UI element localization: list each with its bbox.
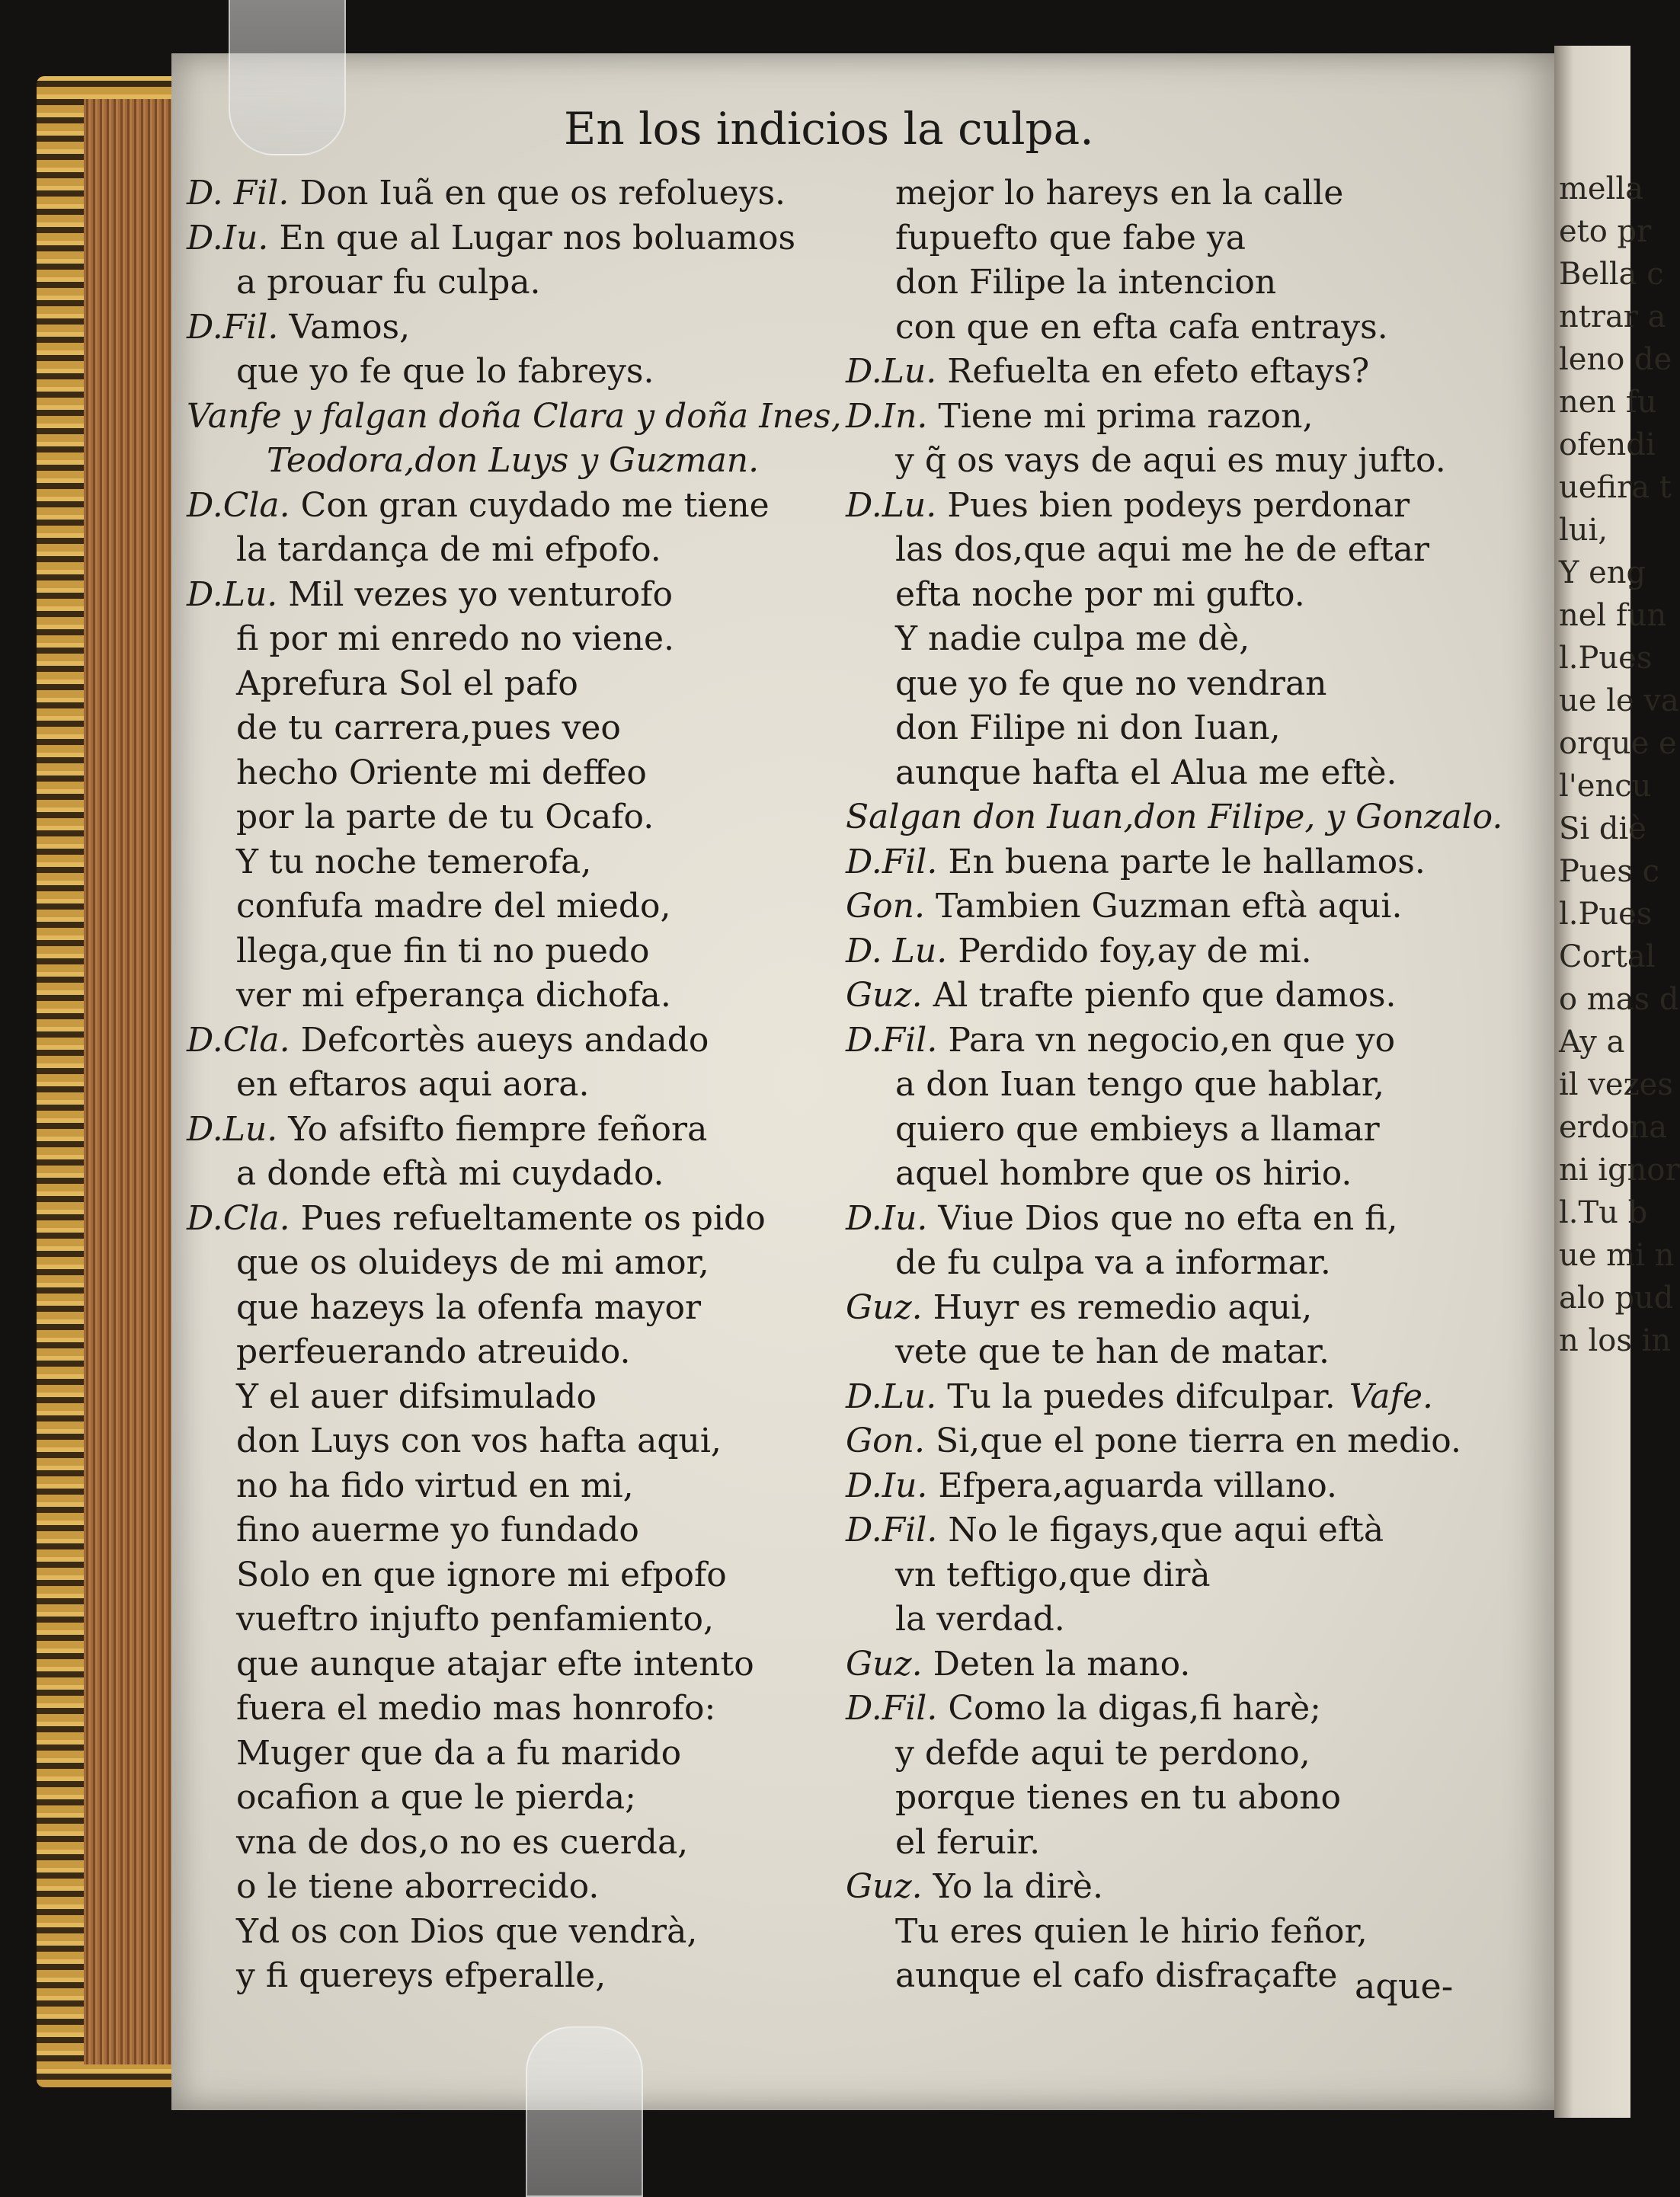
facing-page-fragment: eto pr <box>1559 214 1652 249</box>
verse-line <box>846 1776 1547 1821</box>
line-text: vueftro injufto penfamiento, <box>236 1600 714 1639</box>
speaker-label: D.Fil. <box>846 1020 938 1060</box>
speaker-label: Guz. <box>846 976 923 1015</box>
verse-line <box>187 528 888 573</box>
line-text: o le tiene aborrecido. <box>236 1867 600 1906</box>
verse-line <box>846 1642 1547 1687</box>
verse-line <box>187 884 888 929</box>
verse-line <box>846 1019 1547 1063</box>
line-text: Vanfe y falgan doña Clara y doña Ines, <box>187 396 842 436</box>
speaker-label: Guz. <box>846 1867 923 1906</box>
line-text: por la parte de tu Ocafo. <box>236 798 654 836</box>
speaker-label: D.Lu. <box>846 485 937 525</box>
verse-line <box>846 1375 1547 1420</box>
line-text: Yo afsifto fiempre feñora <box>288 1109 708 1149</box>
verse-line <box>187 1732 888 1776</box>
verse-line <box>846 439 1547 484</box>
line-text: llega,que fin ti no puedo <box>236 931 650 971</box>
facing-page-fragment: nel fun <box>1559 598 1667 633</box>
line-text: don Filipe la intencion <box>895 263 1277 302</box>
verse-line <box>187 1597 888 1642</box>
facing-page-edge <box>1554 46 1680 2118</box>
line-text: Aprefura Sol el pafo <box>236 664 578 703</box>
verse-line <box>846 1910 1547 1955</box>
line-text: Salgan don Iuan,don Filipe, y Gonzalo. <box>846 798 1503 836</box>
line-text: de fu culpa va a informar. <box>895 1243 1331 1282</box>
verse-line <box>846 884 1547 929</box>
verse-line <box>187 1241 888 1286</box>
line-text: Perdido foy,ay de mi. <box>958 931 1312 971</box>
verse-line <box>846 305 1547 350</box>
facing-page-fragment: ue le va <box>1559 683 1679 718</box>
line-text: Como la digas,fi harè; <box>948 1689 1322 1728</box>
line-text: Tu la puedes difculpar. <box>947 1377 1336 1416</box>
verse-line <box>846 484 1547 529</box>
line-text: efta noche por mi gufto. <box>895 574 1305 614</box>
verse-line <box>846 1063 1547 1108</box>
line-text: fupuefto que fabe ya <box>895 218 1246 257</box>
verse-line <box>846 1197 1547 1242</box>
line-text: en eftaros aqui aora. <box>236 1065 590 1104</box>
line-text: vete que te han de matar. <box>895 1332 1330 1371</box>
line-text: y defde aqui te perdono, <box>895 1733 1310 1773</box>
verse-line <box>187 171 888 216</box>
line-text: Y tu noche temerofa, <box>236 842 592 881</box>
stage-aside: Vafe. <box>1349 1377 1433 1416</box>
line-text: Con gran cuydado me tiene <box>300 485 770 525</box>
line-text: Efpera,aguarda villano. <box>938 1466 1338 1505</box>
verse-line <box>846 1464 1547 1509</box>
verse-line <box>846 706 1547 751</box>
verse-line <box>187 1419 888 1464</box>
verse-line <box>846 1821 1547 1866</box>
speaker-label: D.Cla. <box>187 1198 290 1238</box>
left-text-column <box>187 171 888 1999</box>
line-text: las dos,que aqui me he de eftar <box>895 530 1429 569</box>
verse-line <box>187 1553 888 1598</box>
verse-line <box>187 305 888 350</box>
facing-page-fragment: nen fu <box>1559 385 1657 420</box>
line-text: y fi quereys efperalle, <box>236 1956 606 1995</box>
facing-page-fragment: leno de <box>1559 342 1672 377</box>
verse-line <box>846 617 1547 662</box>
facing-page-fragment: ni ignor <box>1559 1153 1680 1188</box>
speaker-label: Guz. <box>846 1644 923 1684</box>
verse-line <box>187 1330 888 1375</box>
stage-direction <box>846 795 1547 840</box>
line-text: a donde eftà mi cuydado. <box>236 1154 664 1193</box>
speaker-label: D.Fil. <box>187 307 279 347</box>
line-text: Al trafte pienfo que damos. <box>933 976 1397 1015</box>
line-text: que hazeys la ofenfa mayor <box>236 1287 702 1327</box>
verse-line <box>846 1732 1547 1776</box>
verse-line <box>846 1865 1547 1910</box>
verse-line <box>187 1286 888 1331</box>
verse-line <box>187 484 888 529</box>
verse-line <box>187 1821 888 1866</box>
line-text: Y el auer difsimulado <box>236 1377 597 1416</box>
verse-line <box>187 974 888 1019</box>
verse-line <box>846 528 1547 573</box>
verse-line <box>846 1152 1547 1197</box>
facing-page-fragment: Cortal <box>1559 939 1656 974</box>
verse-line <box>187 1910 888 1955</box>
facing-page-fragment: alo pud <box>1559 1281 1674 1316</box>
facing-page-fragment: lui, <box>1559 513 1608 548</box>
speaker-label: Gon. <box>846 1421 925 1460</box>
verse-line <box>187 1464 888 1509</box>
speaker-label: D.In. <box>846 396 928 436</box>
line-text: el feruir. <box>895 1822 1041 1862</box>
facing-page-fragment: ue mi n <box>1559 1238 1675 1273</box>
page-fore-edge <box>84 99 175 2064</box>
line-text: la tardança de mi efpofo. <box>236 530 661 569</box>
line-text: Pues bien podeys perdonar <box>947 485 1410 525</box>
verse-line <box>187 1108 888 1153</box>
speaker-label: D.Cla. <box>187 1020 290 1060</box>
running-head: En los indicios la culpa. <box>564 103 1094 155</box>
line-text: Deten la mano. <box>933 1644 1191 1684</box>
speaker-label: D.Lu. <box>187 574 278 614</box>
verse-line <box>846 662 1547 707</box>
line-text: que aunque atajar efte intento <box>236 1644 754 1684</box>
verse-line <box>187 1063 888 1108</box>
line-text: que yo fe que no vendran <box>895 664 1327 703</box>
verse-line <box>846 974 1547 1019</box>
line-text: ocafion a que le pierda; <box>236 1778 636 1817</box>
facing-page-fragment: il vezes <box>1559 1067 1673 1102</box>
facing-page-fragment: uefira t <box>1559 470 1672 505</box>
verse-line <box>846 1553 1547 1598</box>
speaker-label: D. Lu. <box>846 931 948 971</box>
speaker-label: D.Fil. <box>846 1689 938 1728</box>
line-text: Para vn negocio,en que yo <box>948 1020 1396 1060</box>
speaker-label: D.Lu. <box>846 1377 937 1416</box>
facing-page-fragment: l.Pues <box>1559 641 1653 676</box>
line-text: Y nadie culpa me dè, <box>895 619 1250 658</box>
line-text: fuera el medio mas honrofo: <box>236 1689 716 1728</box>
verse-line <box>846 1419 1547 1464</box>
facing-page-fragment: Bella c <box>1559 257 1664 292</box>
line-text: fino auerme yo fundado <box>236 1511 639 1549</box>
speaker-label: D.Iu. <box>846 1466 928 1505</box>
verse-line <box>846 1108 1547 1153</box>
verse-line <box>187 1152 888 1197</box>
line-text: Viue Dios que no efta en fi, <box>938 1198 1398 1238</box>
line-text: Refuelta en efeto eftays? <box>947 352 1370 391</box>
verse-line <box>187 1687 888 1732</box>
line-text: Solo en que ignore mi efpofo <box>236 1555 727 1594</box>
line-text: Pues refueltamente os pido <box>300 1198 766 1238</box>
facing-page-fragment: o mas d <box>1559 982 1679 1017</box>
line-text: Muger que da a fu marido <box>236 1733 682 1773</box>
line-text: vn teftigo,que dirà <box>895 1555 1211 1594</box>
line-text: Teodora,don Luys y Guzman. <box>267 441 760 480</box>
verse-line <box>187 1954 888 1999</box>
verse-line <box>187 1508 888 1553</box>
verse-line <box>846 1508 1547 1553</box>
verse-line <box>846 171 1547 216</box>
verse-line <box>187 1865 888 1910</box>
facing-page-fragment: Y eng <box>1559 555 1646 590</box>
verse-line <box>187 350 888 395</box>
speaker-label: D.Iu. <box>187 218 269 257</box>
facing-page-fragment: l.Tu b <box>1559 1195 1648 1230</box>
line-text: hecho Oriente mi deffeo <box>236 753 647 792</box>
line-text: y q̃ os vays de aqui es muy jufto. <box>895 441 1446 480</box>
verse-line <box>846 573 1547 618</box>
line-text: don Filipe ni don Iuan, <box>895 708 1281 747</box>
line-text: Vamos, <box>289 307 411 347</box>
line-text: Si,que el pone tierra en medio. <box>935 1421 1461 1460</box>
stage-direction <box>187 395 888 440</box>
facing-page-fragment: ntrar a <box>1559 299 1666 334</box>
facing-page-fragment: Si diè <box>1559 811 1646 846</box>
line-text: aunque hafta el Alua me eftè. <box>895 753 1397 792</box>
facing-page-fragment: l.Pues <box>1559 897 1653 932</box>
line-text: no ha fido virtud en mi, <box>236 1466 634 1505</box>
verse-line <box>846 216 1547 261</box>
verse-line <box>846 1286 1547 1331</box>
line-text: No le figays,que aqui eftà <box>948 1511 1384 1549</box>
facing-page-fragment: ofendi <box>1559 427 1656 462</box>
line-text: Tiene mi prima razon, <box>938 396 1314 436</box>
line-text: don Luys con vos hafta aqui, <box>236 1421 722 1460</box>
line-text: que yo fe que lo fabreys. <box>236 352 654 391</box>
line-text: confufa madre del miedo, <box>236 887 671 926</box>
line-text: Mil vezes yo venturofo <box>288 574 674 614</box>
line-text: aquel hombre que os hirio. <box>895 1154 1352 1193</box>
verse-line <box>846 1597 1547 1642</box>
verse-line <box>846 1330 1547 1375</box>
speaker-label: D.Fil. <box>846 842 938 881</box>
speaker-label: Gon. <box>846 887 925 926</box>
line-text: a don Iuan tengo que hablar, <box>895 1065 1384 1104</box>
line-text: perfeuerando atreuido. <box>236 1332 631 1371</box>
book-clip-bottom <box>526 2026 643 2197</box>
verse-line <box>187 261 888 305</box>
verse-line <box>187 1197 888 1242</box>
line-text: de tu carrera,pues veo <box>236 708 621 747</box>
line-text: vna de dos,o no es cuerda, <box>236 1822 689 1862</box>
line-text: Huyr es remedio aqui, <box>933 1287 1313 1327</box>
facing-page-fragment: mella <box>1559 171 1644 206</box>
line-text: Tu eres quien le hirio feñor, <box>895 1911 1368 1951</box>
line-text: Yd os con Dios que vendrà, <box>236 1911 698 1951</box>
verse-line <box>846 929 1547 974</box>
verse-line <box>187 1375 888 1420</box>
speaker-label: D.Iu. <box>846 1198 928 1238</box>
speaker-label: D.Lu. <box>187 1109 278 1149</box>
speaker-label: D.Cla. <box>187 485 290 525</box>
facing-page-fragment: orque e <box>1559 726 1677 761</box>
line-text: Don Iuã en que os refolueys. <box>299 174 786 213</box>
verse-line <box>846 261 1547 305</box>
verse-line <box>187 751 888 796</box>
verse-line <box>187 617 888 662</box>
line-text: En buena parte le hallamos. <box>948 842 1426 881</box>
verse-line <box>187 929 888 974</box>
line-text: con que en efta cafa entrays. <box>895 307 1388 347</box>
speaker-label: D. Fil. <box>187 174 290 213</box>
verse-line <box>846 840 1547 885</box>
line-text: mejor lo hareys en la calle <box>895 174 1344 213</box>
verse-line <box>846 1687 1547 1732</box>
verse-line <box>187 573 888 618</box>
verse-line <box>187 795 888 840</box>
facing-page-fragment: Pues c <box>1559 854 1659 889</box>
right-text-column <box>846 171 1547 1999</box>
speaker-label: Guz. <box>846 1287 923 1327</box>
verse-line <box>846 350 1547 395</box>
verse-line <box>187 1019 888 1063</box>
line-text: la verdad. <box>895 1600 1065 1639</box>
speaker-label: D.Lu. <box>846 352 937 391</box>
verse-line <box>187 1642 888 1687</box>
verse-line <box>187 840 888 885</box>
verse-line <box>846 1241 1547 1286</box>
verse-line <box>187 706 888 751</box>
line-text: porque tienes en tu abono <box>895 1778 1342 1817</box>
facing-page-fragment: n los in <box>1559 1323 1672 1358</box>
line-text: aunque el cafo disfraçafte <box>895 1956 1338 1995</box>
verse-line <box>187 1776 888 1821</box>
facing-page-fragment: erdona <box>1559 1110 1668 1145</box>
line-text: Defcortès aueys andado <box>300 1020 709 1060</box>
line-text: a prouar fu culpa. <box>236 263 541 302</box>
verse-line <box>846 751 1547 796</box>
line-text: fi por mi enredo no viene. <box>236 619 675 658</box>
line-text: que os oluideys de mi amor, <box>236 1243 709 1282</box>
stage-direction <box>187 439 888 484</box>
book-clip-top <box>229 0 346 155</box>
verse-line <box>187 662 888 707</box>
catchword: aque- <box>1355 1965 1454 2007</box>
verse-line <box>187 216 888 261</box>
speaker-label: D.Fil. <box>846 1511 938 1549</box>
verse-line <box>846 395 1547 440</box>
line-text: En que al Lugar nos boluamos <box>279 218 796 257</box>
facing-page-fragment: l'encu <box>1559 769 1652 804</box>
line-text: ver mi efperança dichofa. <box>236 976 671 1015</box>
line-text: Yo la dirè. <box>933 1867 1103 1906</box>
line-text: quiero que embieys a llamar <box>895 1109 1380 1149</box>
facing-page-fragment: Ay a <box>1559 1025 1625 1060</box>
line-text: Tambien Guzman eftà aqui. <box>935 887 1403 926</box>
